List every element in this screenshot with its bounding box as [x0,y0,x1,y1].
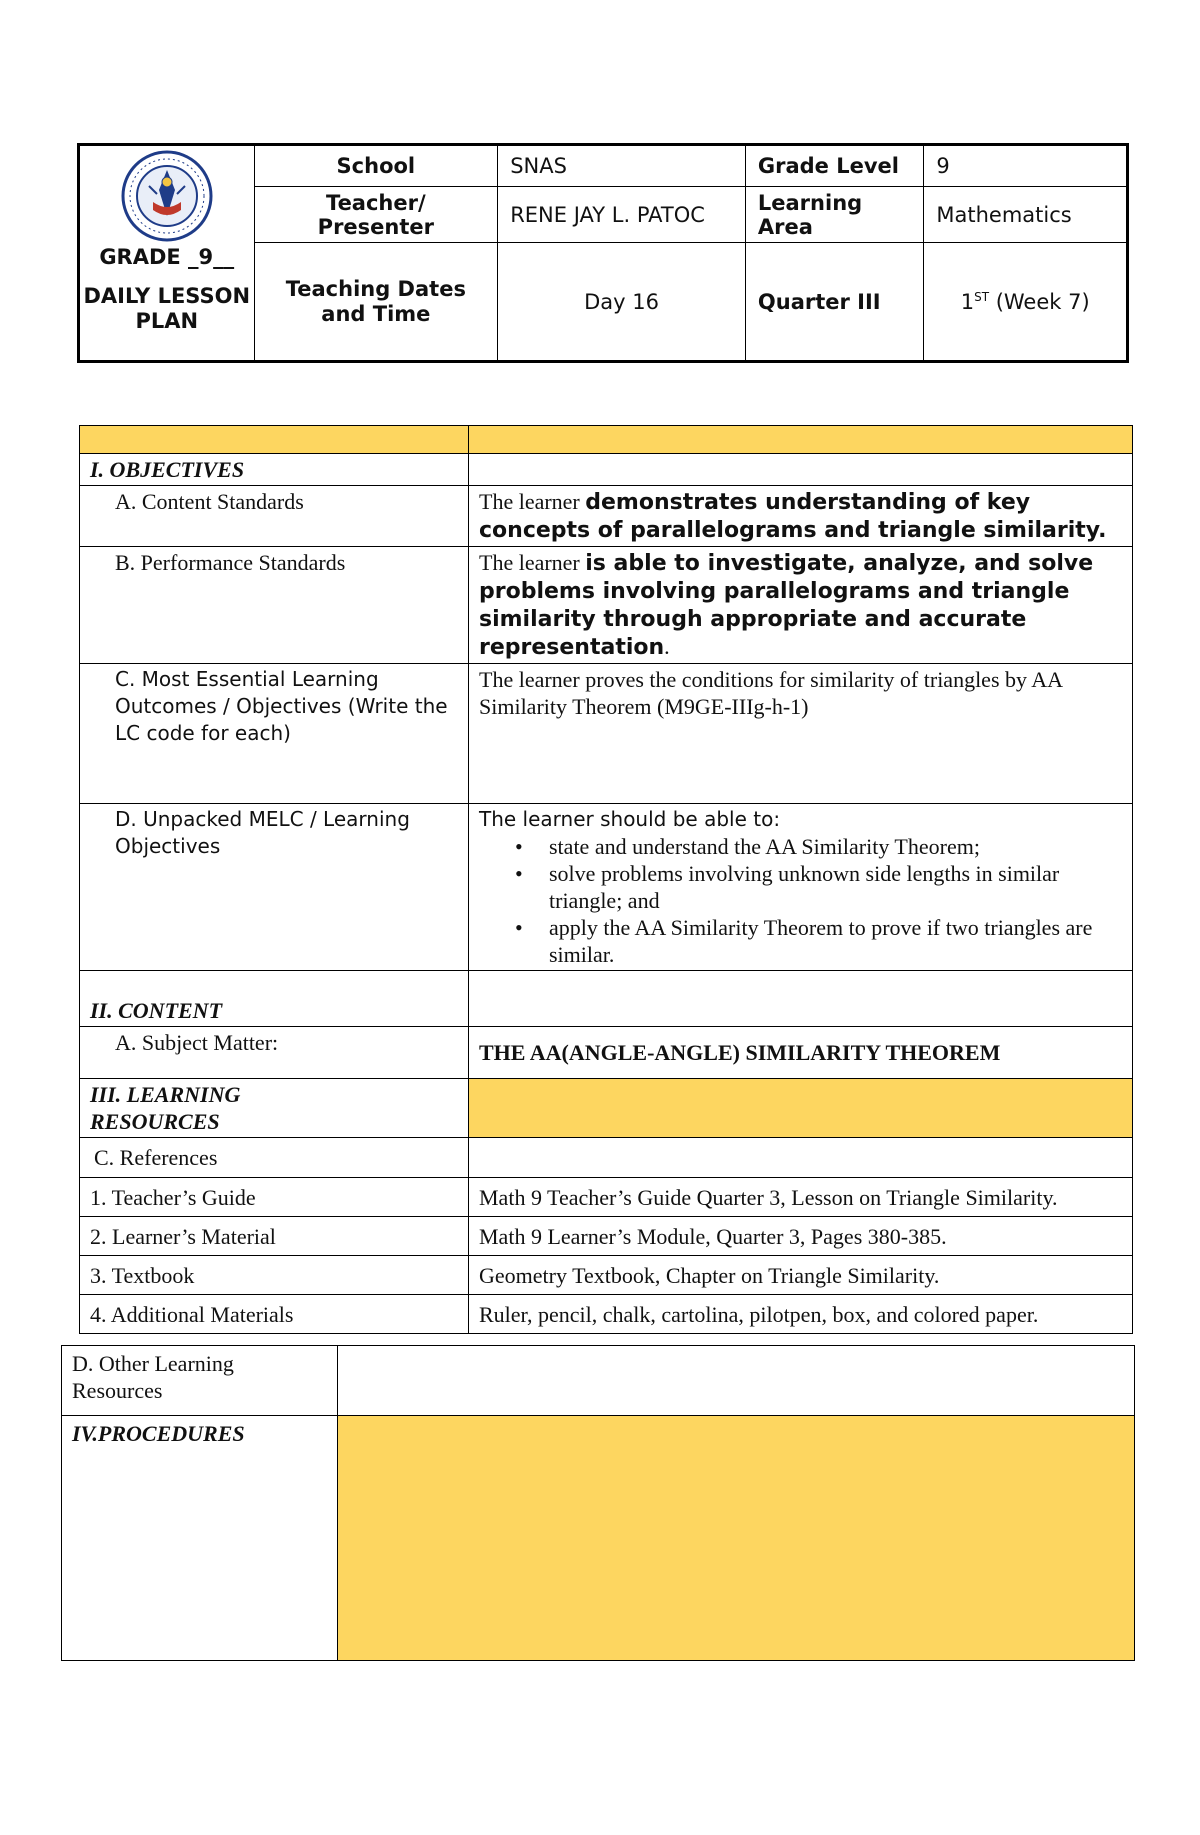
melc-value: The learner proves the conditions for similarity of triangles by AA Similarity Theorem (M9GE-IIIg-h-1) [469,664,1133,804]
main-table [79,425,1133,1334]
deped-seal-icon [117,150,217,242]
content-standards-value: The learner demonstrates understanding of key concepts of parallelograms and triangle similarity. [469,486,1133,547]
learning-area-label: Learning Area [745,187,924,243]
week-value: 1ST (Week 7) [924,243,1128,362]
table-row [80,1295,1133,1334]
school-label: School [254,145,498,187]
table-row [80,1256,1133,1295]
teacher-label: Teacher/ Presenter [254,187,498,243]
ref-label-textbook: 3. Textbook [80,1256,469,1295]
ref-value-textbook: Geometry Textbook, Chapter on Triangle Similarity. [469,1256,1133,1295]
quarter-label: Quarter III [745,243,924,362]
table-row [80,971,1133,1027]
table-row [80,1217,1133,1256]
content-title: II. CONTENT [80,971,469,1027]
table-row [80,1079,1133,1138]
unpacked-list [479,833,1122,968]
table-row [80,1027,1133,1079]
resources-title: III. LEARNING RESOURCES [80,1079,469,1138]
performance-standards-label: B. Performance Standards [80,547,469,664]
bottom-table [61,1345,1135,1661]
table-row [62,1346,1135,1416]
table-row [80,426,1133,454]
references-label: C. References [80,1138,469,1178]
grade-label: GRADE _9__ [99,245,235,269]
table-row [80,454,1133,486]
plan-title: DAILY LESSON PLAN [83,284,251,333]
subject-value: THE AA(ANGLE-ANGLE) SIMILARITY THEOREM [469,1027,1133,1079]
grade-level-label: Grade Level [745,145,924,187]
teacher-value: RENE JAY L. PATOC [498,187,746,243]
list-item: • solve problems involving unknown side lengths in similar triangle; and [549,860,1122,914]
table-row [80,1178,1133,1217]
learning-area-value: Mathematics [924,187,1128,243]
content-standards-label: A. Content Standards [80,486,469,547]
ref-value-additional-materials: Ruler, pencil, chalk, cartolina, pilotpen, box, and colored paper. [469,1295,1133,1334]
dates-value: Day 16 [498,243,746,362]
dates-label: Teaching Dates and Time [254,243,498,362]
logo-cell [79,145,255,362]
unpacked-intro: The learner should be able to: [479,807,781,831]
table-row [62,1416,1135,1661]
ref-value-teachers-guide: Math 9 Teacher’s Guide Quarter 3, Lesson on Triangle Similarity. [469,1178,1133,1217]
grade-level-value: 9 [924,145,1128,187]
unpacked-value [469,804,1133,971]
ref-value-learners-material: Math 9 Learner’s Module, Quarter 3, Pages 380-385. [469,1217,1133,1256]
performance-standards-value: The learner is able to investigate, analyze, and solve problems involving parallelograms and triangle similarity through appropriate and accurate representation. [469,547,1133,664]
objectives-title: I. OBJECTIVES [80,454,469,486]
subject-label: A. Subject Matter: [80,1027,469,1079]
procedures-title: IV.PROCEDURES [62,1416,338,1661]
table-row [80,1138,1133,1178]
other-resources-label: D. Other Learning Resources [62,1346,338,1416]
school-value: SNAS [498,145,746,187]
list-item: • state and understand the AA Similarity Theorem; [549,833,1122,860]
list-item: • apply the AA Similarity Theorem to prove if two triangles are similar. [549,914,1122,968]
unpacked-label: D. Unpacked MELC / Learning Objectives [80,804,469,971]
ref-label-teachers-guide: 1. Teacher’s Guide [80,1178,469,1217]
melc-label: C. Most Essential Learning Outcomes / Objectives (Write the LC code for each) [80,664,469,804]
table-row [80,486,1133,547]
table-row [80,664,1133,804]
table-row [80,804,1133,971]
header-table [77,143,1129,363]
ref-label-learners-material: 2. Learner’s Material [80,1217,469,1256]
table-row [80,547,1133,664]
ref-label-additional-materials: 4. Additional Materials [80,1295,469,1334]
